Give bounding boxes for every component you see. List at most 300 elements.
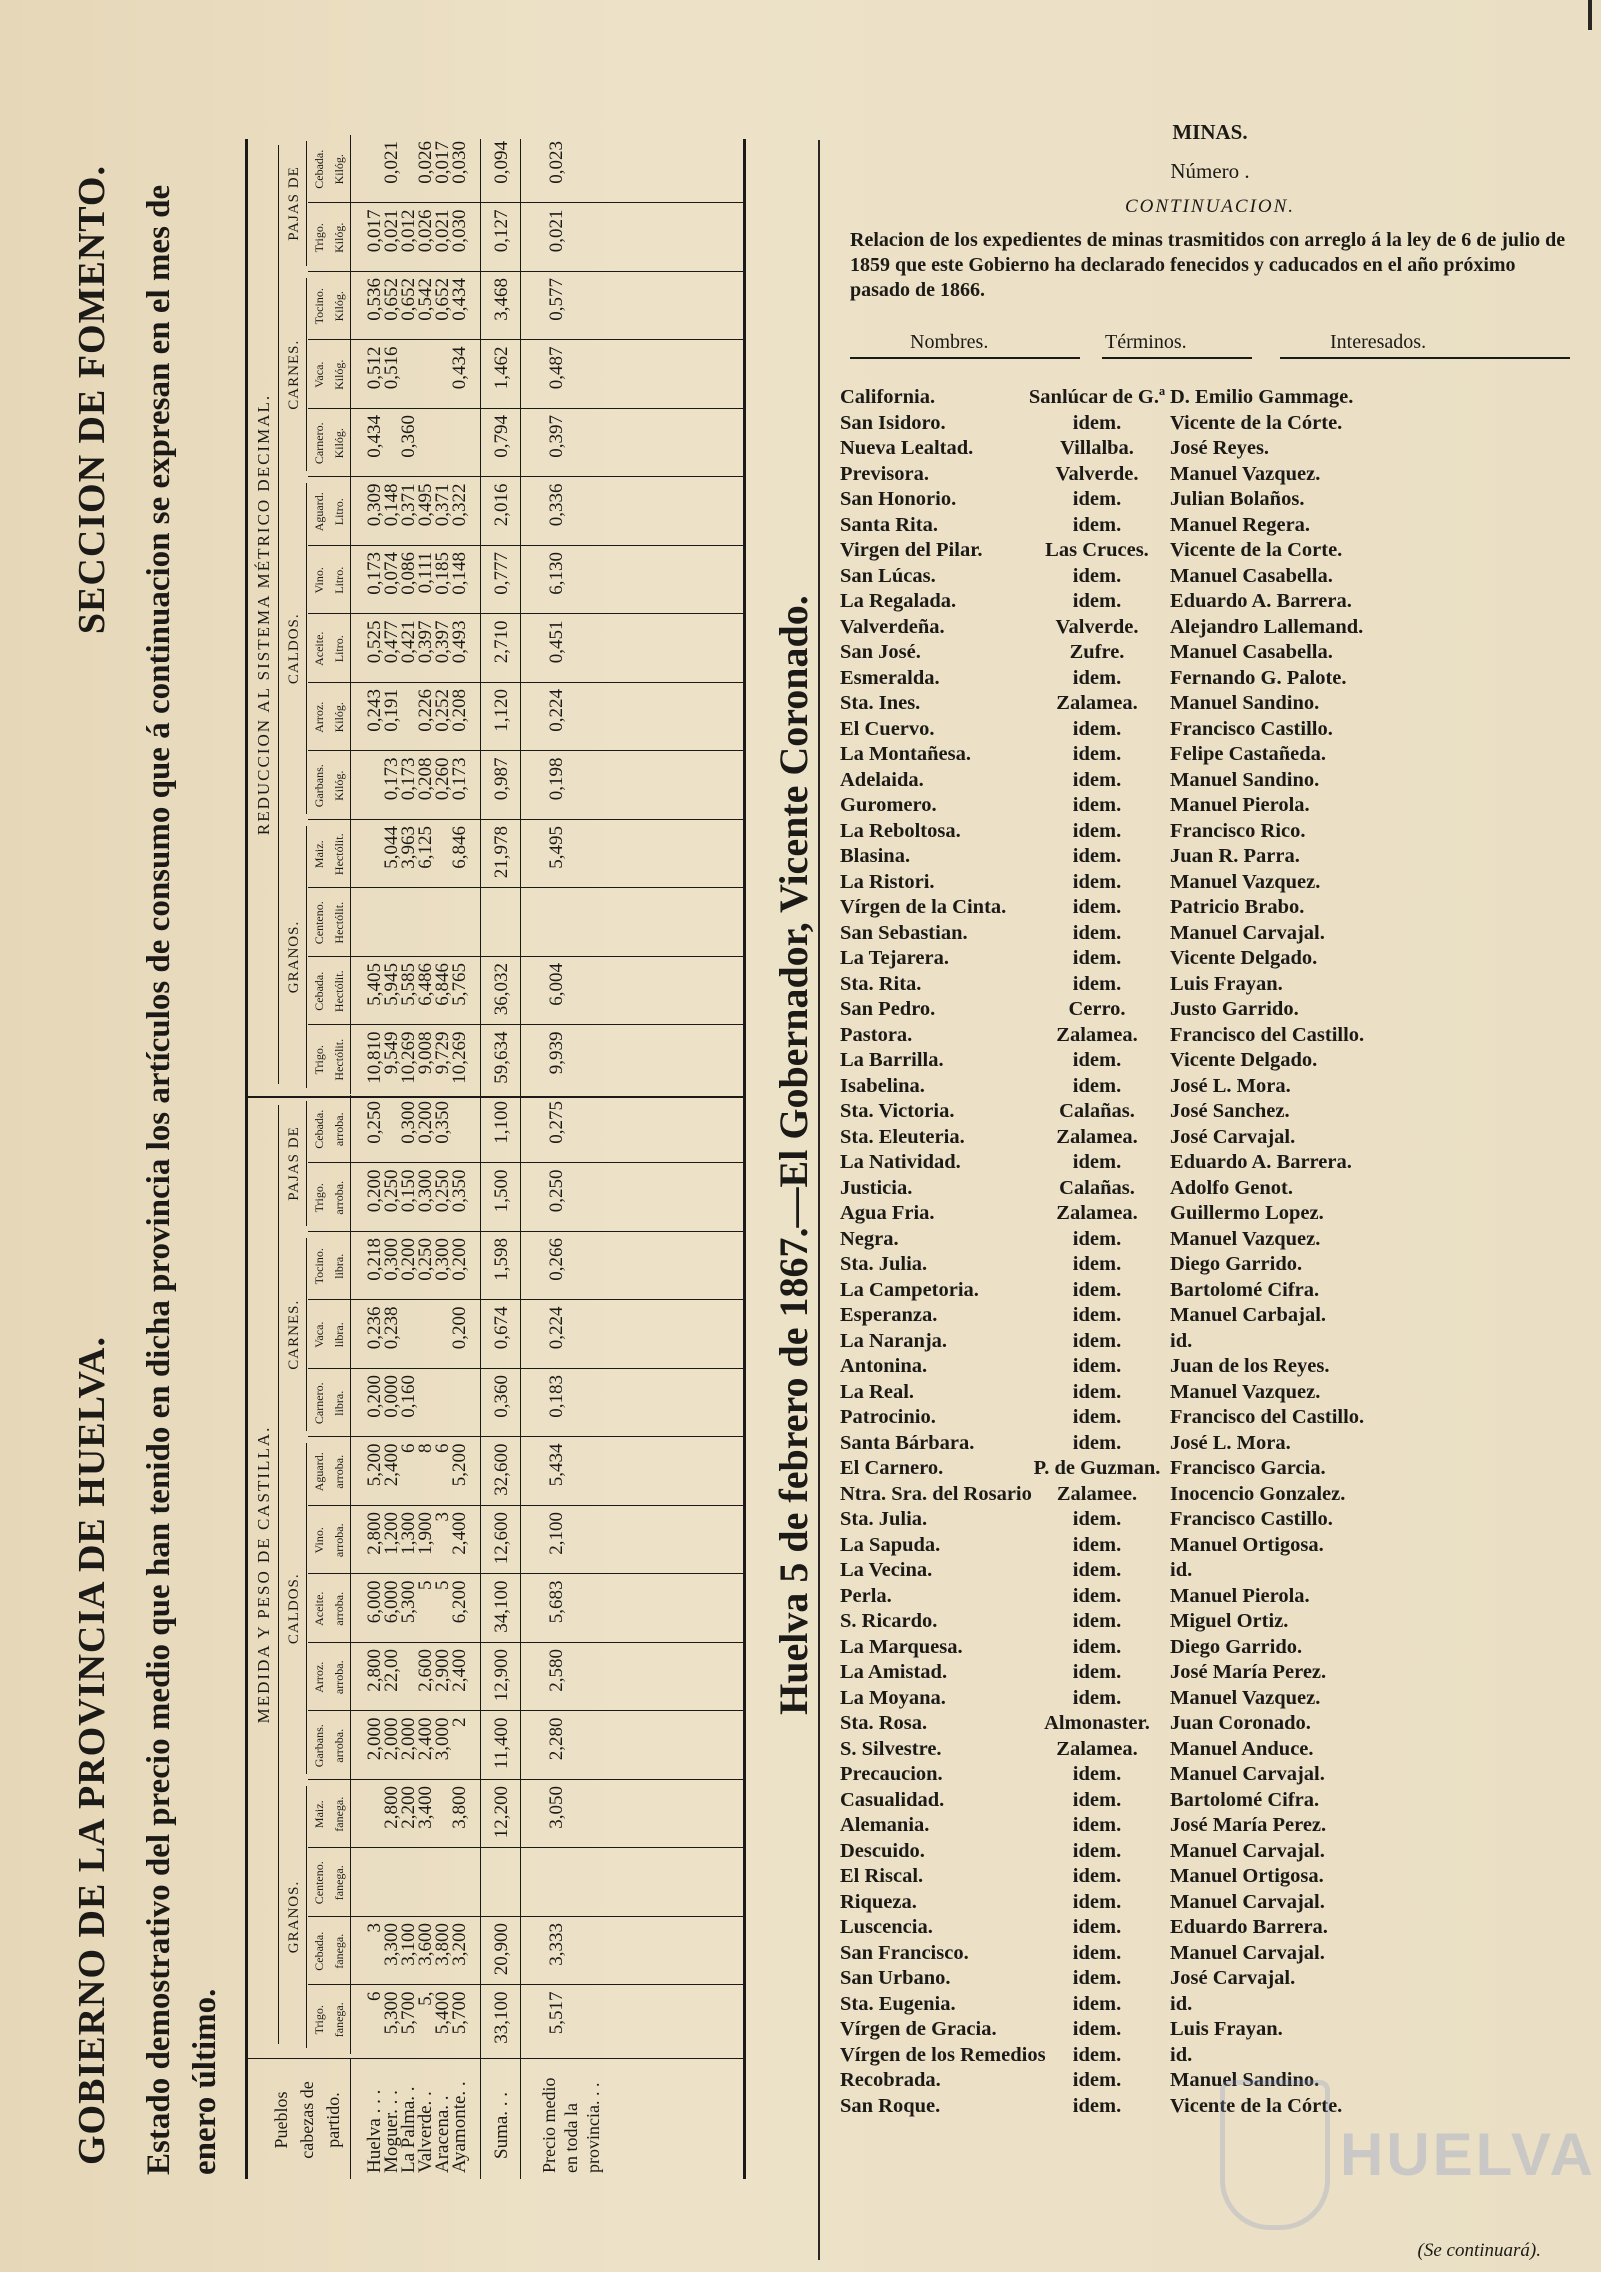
- mine-name: Santa Bárbara.: [840, 1431, 975, 1454]
- page-edge-mark: [1588, 0, 1592, 30]
- mine-name: Sta. Victoria.: [840, 1100, 955, 1122]
- divider-line: [306, 826, 307, 1088]
- mine-interested: Juan de los Reyes.: [1170, 1355, 1330, 1377]
- list-item: [840, 1405, 1580, 1431]
- table-cell: 0,148: [381, 483, 402, 527]
- mine-term: idem.: [1072, 1049, 1122, 1071]
- table-cell: 3,600: [415, 1923, 436, 1966]
- table-cell: 6,486: [415, 963, 436, 1006]
- row-label: Valverde. .: [415, 2091, 436, 2173]
- table-cell: 2,800: [381, 1786, 402, 1829]
- mine-interested: Francisco del Castillo.: [1170, 1023, 1365, 1046]
- mine-name: San Lúcas.: [840, 564, 936, 587]
- mine-interested: Diego Garrido.: [1170, 1635, 1303, 1658]
- mine-name: Casualidad.: [840, 1788, 945, 1811]
- column-header: Maiz.: [312, 1800, 326, 1829]
- table-cell: 0,250: [364, 1101, 385, 1144]
- list-item: [840, 1482, 1580, 1508]
- mine-name: Sta. Rita.: [840, 972, 922, 995]
- mine-interested: Manuel Vazquez.: [1170, 1380, 1321, 1403]
- mine-term: idem.: [1072, 768, 1122, 791]
- unit-label: libra.: [332, 1322, 346, 1348]
- mine-term: idem.: [1072, 1763, 1122, 1785]
- mine-name: Sta. Julia.: [840, 1253, 928, 1275]
- unit-label: Hectólit.: [332, 1038, 346, 1081]
- table-cell: 2,900: [432, 1649, 453, 1692]
- table-cell: 2,800: [364, 1649, 385, 1692]
- mine-name: San Roque.: [840, 2094, 941, 2117]
- list-item: [840, 1992, 1580, 2018]
- mine-term: idem.: [1072, 947, 1122, 969]
- table-cell-medio: 0,577: [546, 278, 567, 321]
- table-cell: 5,044: [381, 826, 402, 869]
- first-column-header: Pueblos cabezas de partido.: [271, 2081, 343, 2159]
- list-item: [840, 666, 1580, 692]
- table-cell: 0,652: [432, 278, 453, 321]
- list-item: [840, 1303, 1580, 1329]
- list-item: [840, 1201, 1580, 1227]
- table-cell: 3,800: [449, 1786, 470, 1829]
- list-item: [840, 1660, 1580, 1686]
- table-cell: 6,846: [449, 826, 470, 869]
- unit-label: Kilóg.: [332, 154, 346, 185]
- mine-term: idem.: [1072, 666, 1122, 689]
- mine-interested: id.: [1170, 1992, 1193, 2015]
- table-cell: 3: [364, 1923, 385, 1933]
- mine-name: San Sebastian.: [840, 921, 968, 944]
- list-item: [840, 1966, 1580, 1992]
- unit-label: Hectólit.: [332, 833, 346, 876]
- unit-label: Kilóg.: [332, 702, 346, 733]
- mine-term: Villalba.: [1060, 437, 1134, 459]
- table-cell: 0,421: [398, 620, 419, 664]
- column-header: Maiz.: [312, 840, 326, 869]
- header-terminos: Términos.: [1105, 331, 1187, 353]
- column-header: Vino.: [312, 567, 326, 594]
- mine-interested: José Sanchez.: [1170, 1100, 1290, 1122]
- table-cell: 0,200: [398, 1238, 419, 1281]
- column-header: Arroz.: [312, 1661, 326, 1693]
- group-carnes: CARNES.: [286, 339, 302, 410]
- mine-interested: Francisco Castillo.: [1170, 717, 1333, 740]
- table-cell: 5,200: [364, 1443, 385, 1487]
- table-cell: 0,086: [398, 552, 419, 595]
- signature-line: Huelva 5 de febrero de 1867.—El Gobernador, Vicente Coronado.: [771, 595, 816, 1715]
- mine-name: La Moyana.: [840, 1686, 946, 1709]
- table-cell-medio: 5,517: [546, 1991, 567, 2035]
- mine-term: Las Cruces.: [1045, 539, 1149, 561]
- table-cell: 9,008: [415, 1031, 436, 1075]
- list-item: [840, 640, 1580, 666]
- continued-note: (Se continuará).: [1417, 2240, 1541, 2261]
- table-cell: 0,208: [415, 757, 436, 801]
- mine-interested: Manuel Casabella.: [1170, 564, 1333, 587]
- mine-interested: id.: [1170, 2043, 1193, 2066]
- table-cell-medio: 5,434: [546, 1443, 567, 1487]
- table-cell: 0,030: [449, 209, 470, 253]
- table-cell: 6,000: [364, 1580, 385, 1624]
- list-item: [840, 946, 1580, 972]
- mine-term: idem.: [1072, 1278, 1122, 1301]
- table-cell-suma: 0,094: [491, 141, 512, 184]
- mine-interested: Inocencio Gonzalez.: [1170, 1482, 1346, 1505]
- mine-name: Vírgen de la Cinta.: [840, 896, 1007, 918]
- mine-term: idem.: [1072, 2069, 1122, 2091]
- table-cell: 0,111: [415, 552, 436, 594]
- list-item: [840, 1711, 1580, 1737]
- mine-interested: Julian Bolaños.: [1170, 488, 1305, 510]
- table-cell: 3,200: [449, 1923, 470, 1966]
- mine-term: idem.: [1072, 1635, 1122, 1658]
- list-item: [840, 411, 1580, 437]
- table-cell: 6,125: [415, 826, 436, 869]
- row-label: Aracena. .: [432, 2095, 453, 2173]
- list-item: [840, 742, 1580, 768]
- mines-title: MINAS.: [1172, 120, 1248, 144]
- mine-term: idem.: [1072, 564, 1122, 587]
- mine-name: La Tejarera.: [840, 947, 949, 969]
- table-cell: 0,017: [364, 209, 385, 253]
- table-cell: 0,226: [415, 689, 436, 732]
- mine-name: Esmeralda.: [840, 666, 940, 689]
- list-item: [840, 1278, 1580, 1304]
- mine-interested: José María Perez.: [1170, 1814, 1327, 1836]
- mine-term: idem.: [1072, 1686, 1122, 1709]
- mine-term: idem.: [1072, 1380, 1122, 1403]
- mine-name: La Naranja.: [840, 1329, 948, 1352]
- mine-name: La Campetoria.: [840, 1278, 979, 1301]
- list-item: [840, 819, 1580, 845]
- mine-name: Alemania.: [840, 1814, 930, 1836]
- list-item: [840, 538, 1580, 564]
- table-cell-suma: 2,710: [491, 620, 512, 664]
- mine-name: Nueva Lealtad.: [840, 437, 974, 459]
- list-item: [840, 895, 1580, 921]
- group-granos: GRANOS.: [286, 920, 302, 994]
- table-cell: 0,477: [381, 620, 402, 664]
- mine-term: Valverde.: [1055, 462, 1139, 485]
- divider-line: [278, 145, 279, 1084]
- mine-name: La Vecina.: [840, 1559, 933, 1581]
- divider-line: [308, 1848, 743, 1849]
- mine-name: S. Ricardo.: [840, 1610, 938, 1632]
- table-cell: 0,200: [364, 1375, 385, 1418]
- table-cell: 0,148: [449, 552, 470, 595]
- mine-term: idem.: [1072, 717, 1122, 740]
- table-cell: 0,322: [449, 483, 470, 527]
- table-cell: 0,493: [449, 620, 470, 664]
- group-castilla: MEDIDA Y PESO DE CASTILLA.: [254, 1425, 273, 1724]
- mine-term: Zufre.: [1069, 641, 1125, 663]
- mine-term: idem.: [1072, 1533, 1122, 1556]
- unit-label: Litro.: [332, 566, 346, 594]
- table-cell-medio: 6,130: [546, 552, 567, 595]
- divider-line: [278, 1105, 279, 2044]
- mine-interested: Manuel Ortigosa.: [1170, 1533, 1324, 1556]
- mine-term: idem.: [1072, 1941, 1122, 1964]
- mine-interested: Manuel Regera.: [1170, 513, 1311, 536]
- list-item: [840, 870, 1580, 896]
- divider-line: [306, 1444, 307, 1775]
- table-cell: 0,434: [449, 346, 470, 390]
- header-nombres: Nombres.: [910, 331, 989, 353]
- mine-interested: Bartolomé Cifra.: [1170, 1278, 1320, 1301]
- divider-line: [520, 139, 521, 2179]
- mine-interested: Vicente de la Córte.: [1170, 411, 1343, 434]
- mine-interested: Manuel Vazquez.: [1170, 462, 1321, 485]
- table-cell: 0,208: [449, 689, 470, 732]
- column-header: Trigo.: [312, 1183, 326, 1213]
- table-cell-medio: 0,336: [546, 483, 567, 527]
- mine-interested: Vicente Delgado.: [1170, 947, 1318, 969]
- table-cell: 0,021: [381, 141, 402, 184]
- mine-interested: Felipe Castañeda.: [1170, 743, 1327, 765]
- table-cell: 3,000: [432, 1717, 453, 1761]
- mine-term: idem.: [1072, 411, 1122, 434]
- mine-term: idem.: [1072, 2094, 1122, 2117]
- mine-name: La Amistad.: [840, 1661, 948, 1683]
- table-cell: 0,200: [364, 1169, 385, 1213]
- table-cell: 22,00: [381, 1649, 402, 1692]
- table-cell-suma: 0,794: [491, 415, 512, 458]
- section-header: [70, 125, 130, 2185]
- mine-name: Guromero.: [840, 794, 937, 816]
- table-cell-suma: 0,777: [491, 552, 512, 595]
- mine-term: idem.: [1072, 1865, 1122, 1887]
- list-item: [840, 921, 1580, 947]
- column-header: Centeno.: [312, 901, 326, 945]
- prices-table: [245, 139, 746, 2179]
- mine-interested: Vicente de la Córte.: [1170, 2094, 1343, 2117]
- mine-interested: Juan Coronado.: [1170, 1712, 1311, 1734]
- table-cell-medio: 0,224: [546, 689, 567, 732]
- group-carnes: CARNES.: [286, 1299, 302, 1370]
- row-label: Ayamonte. .: [449, 2081, 470, 2173]
- mine-name: Adelaida.: [840, 768, 924, 791]
- table-cell: 6,200: [449, 1580, 470, 1624]
- mine-term: Zalamea.: [1056, 1737, 1138, 1760]
- list-item: [840, 1864, 1580, 1890]
- mine-term: idem.: [1072, 819, 1122, 842]
- table-cell-medio: 0,275: [546, 1101, 567, 1144]
- table-cell: 6,000: [381, 1580, 402, 1624]
- table-cell: 0,360: [398, 415, 419, 458]
- mine-name: San Urbano.: [840, 1967, 951, 1989]
- mine-name: Riqueza.: [840, 1890, 917, 1913]
- table-cell-medio: 0,021: [546, 209, 567, 253]
- mine-term: idem.: [1072, 896, 1122, 918]
- mine-term: idem.: [1072, 921, 1122, 944]
- divider-line: [306, 1786, 307, 2048]
- table-cell: 0,512: [364, 346, 385, 390]
- table-cell: 9,549: [381, 1031, 402, 1075]
- table-cell: 0,536: [364, 278, 385, 321]
- table-cell: 0,030: [449, 141, 470, 184]
- mine-interested: Patricio Brabo.: [1170, 896, 1305, 918]
- table-cell: 0,185: [432, 552, 453, 595]
- mine-name: Precaucion.: [840, 1763, 943, 1785]
- unit-label: Kilóg.: [332, 770, 346, 801]
- mine-name: Sta. Rosa.: [840, 1712, 928, 1734]
- divider-line: [306, 278, 307, 472]
- library-watermark: [1190, 2070, 1596, 2230]
- row-label-precio: Precio medio en toda la provincia. . .: [539, 2077, 603, 2173]
- mine-interested: Manuel Carbajal.: [1170, 1304, 1327, 1326]
- mine-interested: Manuel Pierola.: [1170, 794, 1310, 816]
- table-cell-medio: 0,451: [546, 620, 567, 664]
- unit-label: Kilóg.: [332, 222, 346, 253]
- table-cell: 2,600: [415, 1649, 436, 1692]
- table-cell-suma: 1,598: [491, 1238, 512, 1281]
- mine-name: California.: [840, 386, 936, 408]
- unit-label: fanega.: [332, 1933, 346, 1969]
- divider-line: [306, 484, 307, 815]
- column-header: Vaca.: [312, 1321, 326, 1348]
- column-header: Trigo.: [312, 223, 326, 253]
- table-cell: 3,800: [432, 1923, 453, 1966]
- table-cell: 0,434: [364, 415, 385, 458]
- mine-name: La Real.: [840, 1380, 915, 1403]
- table-cell: 2,000: [364, 1717, 385, 1761]
- table-cell-suma: 59,634: [491, 1031, 512, 1084]
- mine-interested: Manuel Carvajal.: [1170, 1839, 1325, 1862]
- table-cell: 5: [415, 1580, 436, 1590]
- table-cell-suma: 11,400: [491, 1717, 512, 1770]
- table-cell: 0,236: [364, 1306, 385, 1350]
- mine-name: La Montañesa.: [840, 743, 971, 765]
- table-cell: 0,300: [432, 1238, 453, 1281]
- list-item: [840, 1507, 1580, 1533]
- group-caldos: CALDOS.: [286, 1573, 302, 1645]
- mines-section: [840, 120, 1580, 2119]
- list-item: [840, 462, 1580, 488]
- divider-line: [308, 888, 743, 889]
- header-interesados: Interesados.: [1330, 331, 1427, 353]
- list-item: [840, 513, 1580, 539]
- list-item: [840, 691, 1580, 717]
- unit-label: Litro.: [332, 635, 346, 663]
- table-cell: 0,173: [381, 757, 402, 801]
- mine-interested: Guillermo Lopez.: [1170, 1202, 1324, 1224]
- mine-name: Descuido.: [840, 1839, 925, 1862]
- mine-interested: Manuel Carvajal.: [1170, 1890, 1325, 1913]
- mine-term: idem.: [1072, 1890, 1122, 1913]
- table-cell-suma: 12,200: [491, 1786, 512, 1839]
- list-item: [840, 1227, 1580, 1253]
- table-cell: 0,160: [398, 1375, 419, 1418]
- list-item: [840, 615, 1580, 641]
- mine-interested: José María Perez.: [1170, 1661, 1327, 1683]
- column-header: Aguard.: [312, 1452, 326, 1492]
- mine-interested: José Reyes.: [1170, 437, 1270, 459]
- list-item: [840, 1252, 1580, 1278]
- divider-line: [308, 1916, 743, 1917]
- unit-label: arroba.: [332, 1591, 346, 1626]
- mine-term: idem.: [1072, 1788, 1122, 1811]
- column-header: Cebada.: [312, 971, 326, 1011]
- table-cell-medio: 0,250: [546, 1169, 567, 1213]
- mines-intro: Relacion de los expedientes de minas trasmitidos con arreglo á la ley de 6 de julio de 1859 que este Gobierno ha declarado fenecidos y caducados en el año próximo pasado de 1866.: [850, 229, 1566, 301]
- table-cell-suma: 32,600: [491, 1443, 512, 1496]
- table-cell: 0,350: [432, 1101, 453, 1144]
- list-item: [840, 1890, 1580, 1916]
- list-item: [840, 844, 1580, 870]
- mine-interested: Manuel Carvajal.: [1170, 1763, 1325, 1785]
- list-item: [840, 1074, 1580, 1100]
- watermark-text: HUELVA: [1340, 2121, 1596, 2188]
- mines-table-header: [840, 321, 1580, 365]
- table-cell-suma: 34,100: [491, 1580, 512, 1633]
- column-header: Trigo.: [312, 1045, 326, 1075]
- mine-name: La Natividad.: [840, 1151, 961, 1173]
- header-rule: [850, 357, 1080, 359]
- mine-interested: Francisco Rico.: [1170, 819, 1306, 842]
- mine-name: Previsora.: [840, 462, 929, 485]
- mine-interested: Manuel Sandino.: [1170, 768, 1320, 791]
- table-cell: 0,516: [381, 346, 402, 390]
- table-cell: 6: [432, 1443, 453, 1453]
- mine-interested: Eduardo A. Barrera.: [1170, 590, 1352, 612]
- mine-term: idem.: [1072, 1355, 1122, 1377]
- table-cell-medio: 0,487: [546, 346, 567, 390]
- table-cell: 6: [398, 1443, 419, 1453]
- unit-label: fanega.: [332, 1796, 346, 1832]
- list-item: [840, 487, 1580, 513]
- mine-term: idem.: [1072, 2043, 1122, 2066]
- mine-name: Santa Rita.: [840, 513, 938, 536]
- coat-of-arms-icon: [1220, 2080, 1330, 2230]
- table-cell: 1,200: [381, 1512, 402, 1555]
- table-cell: 2,800: [364, 1512, 385, 1555]
- mine-interested: Manuel Carvajal.: [1170, 921, 1325, 944]
- table-cell-suma: 20,900: [491, 1923, 512, 1976]
- divider-line: [308, 956, 743, 957]
- mine-interested: José L. Mora.: [1170, 1074, 1291, 1097]
- mine-term: idem.: [1072, 1967, 1122, 1989]
- table-cell-medio: 0,397: [546, 415, 567, 458]
- mine-name: Recobrada.: [840, 2069, 941, 2091]
- divider-line: [306, 1238, 307, 1432]
- table-cell: 2,400: [415, 1717, 436, 1761]
- mine-term: Zalamea.: [1056, 1125, 1138, 1148]
- table-cell: 0,371: [398, 483, 419, 527]
- group-pajas: PAJAS DE: [286, 1126, 302, 1201]
- mine-interested: Juan R. Parra.: [1170, 845, 1300, 867]
- list-item: [840, 1609, 1580, 1635]
- mine-name: San Isidoro.: [840, 411, 946, 434]
- mine-name: Patrocinio.: [840, 1406, 936, 1428]
- mine-name: La Regalada.: [840, 590, 957, 612]
- mine-name: Agua Fria.: [840, 1202, 935, 1224]
- column-header: Vino.: [312, 1527, 326, 1554]
- mine-term: idem.: [1072, 1916, 1122, 1938]
- column-header: Aguard.: [312, 492, 326, 532]
- table-cell: 5,200: [449, 1443, 470, 1487]
- list-item: [840, 589, 1580, 615]
- unit-label: Litro.: [332, 498, 346, 526]
- mine-term: idem.: [1072, 590, 1122, 612]
- mine-name: Sta. Eleuteria.: [840, 1125, 965, 1148]
- column-header: Carnero.: [312, 1382, 326, 1425]
- table-cell-medio: 2,280: [546, 1717, 567, 1761]
- column-header: Centeno.: [312, 1861, 326, 1905]
- table-cell: 0,000: [381, 1375, 402, 1418]
- list-item: [840, 2017, 1580, 2043]
- section-heading: SECCION DE FOMENTO.: [71, 165, 113, 635]
- list-item: [840, 1456, 1580, 1482]
- mines-table-body: [840, 385, 1580, 2119]
- list-item: [840, 1635, 1580, 1661]
